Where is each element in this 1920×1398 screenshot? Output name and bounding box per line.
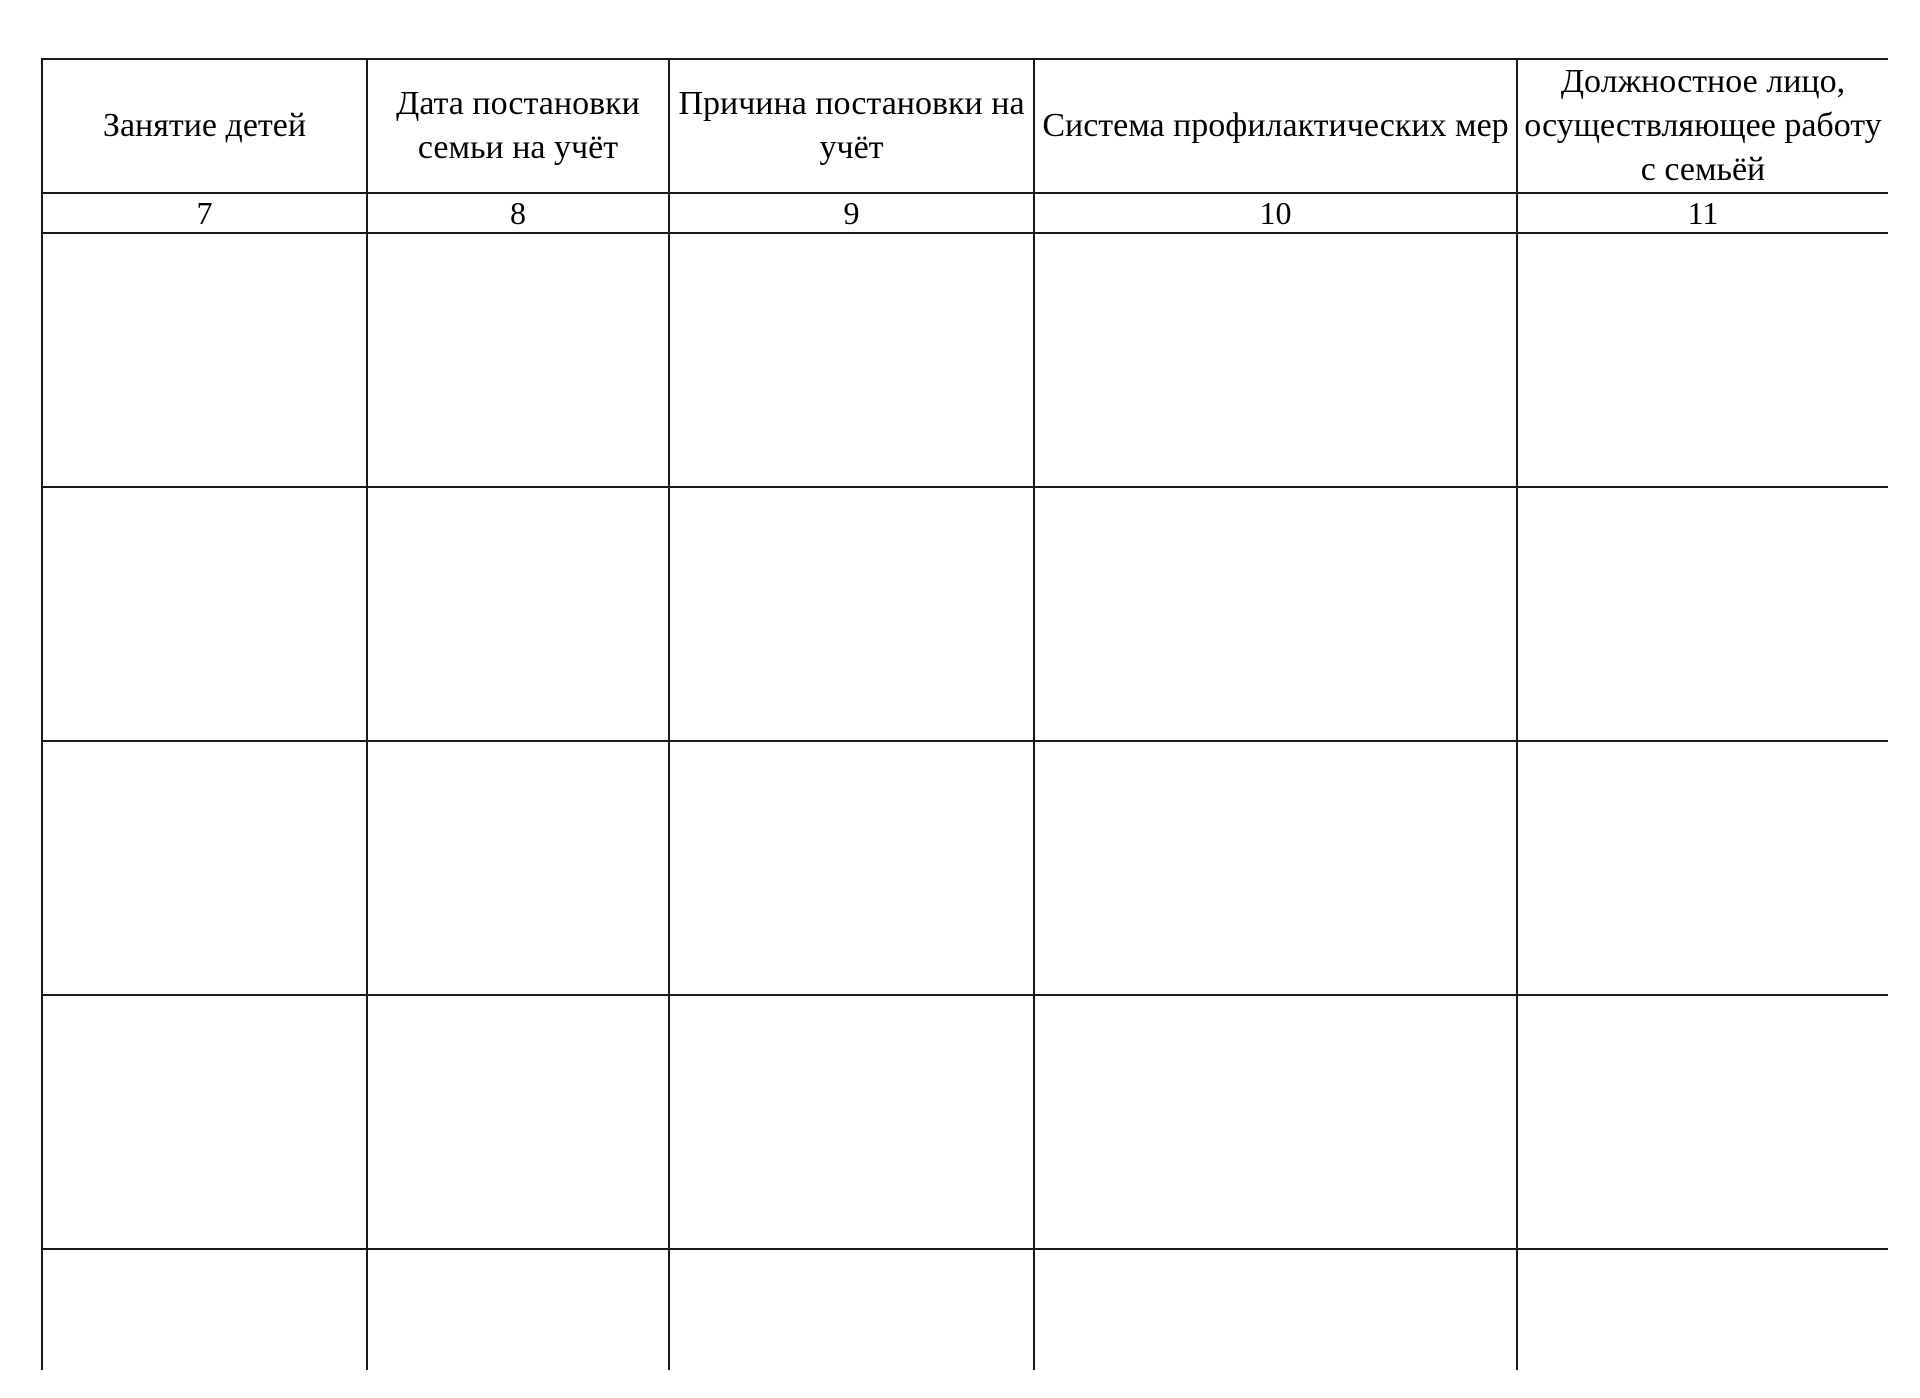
column-number: 11	[1517, 193, 1888, 233]
header-cell-registration-date: Дата постановки семьи на учёт	[367, 59, 669, 193]
table-cell[interactable]	[1517, 487, 1888, 741]
table-cell[interactable]	[1034, 233, 1517, 487]
table-cell[interactable]	[1517, 233, 1888, 487]
table-cell[interactable]	[367, 233, 669, 487]
table-cell[interactable]	[1517, 741, 1888, 995]
table-cell[interactable]	[42, 741, 367, 995]
header-cell-children-occupation: Занятие детей	[42, 59, 367, 193]
table-row	[42, 995, 1888, 1249]
table-cell[interactable]	[42, 487, 367, 741]
table-cell[interactable]	[42, 995, 367, 1249]
table-cell[interactable]	[669, 233, 1034, 487]
table-cell[interactable]	[669, 995, 1034, 1249]
table-cell[interactable]	[367, 1249, 669, 1370]
family-register-table	[41, 58, 1888, 1370]
table-cell[interactable]	[1034, 1249, 1517, 1370]
header-cell-registration-reason: Причина постановки на учёт	[669, 59, 1034, 193]
table-row	[42, 487, 1888, 741]
table-cell[interactable]	[367, 741, 669, 995]
table-row	[42, 741, 1888, 995]
header-cell-preventive-measures: Система профилактических мер	[1034, 59, 1517, 193]
table-cell[interactable]	[42, 1249, 367, 1370]
column-number-row	[42, 193, 1888, 233]
table-cell[interactable]	[1034, 487, 1517, 741]
table-cell[interactable]	[42, 233, 367, 487]
table-header-row	[42, 59, 1888, 193]
table-cell[interactable]	[669, 487, 1034, 741]
column-number: 7	[42, 193, 367, 233]
column-number: 8	[367, 193, 669, 233]
table-cell[interactable]	[1034, 741, 1517, 995]
table-cell[interactable]	[1034, 995, 1517, 1249]
table-cell[interactable]	[1517, 995, 1888, 1249]
header-cell-responsible-official: Должностное лицо, осуществляющее работу с семьёй	[1517, 59, 1888, 193]
table-cell[interactable]	[367, 487, 669, 741]
table-row	[42, 233, 1888, 487]
table-cell[interactable]	[1517, 1249, 1888, 1370]
table-row	[42, 1249, 1888, 1370]
table-cell[interactable]	[669, 741, 1034, 995]
column-number: 9	[669, 193, 1034, 233]
document-sheet	[41, 58, 1888, 1398]
column-number: 10	[1034, 193, 1517, 233]
table-cell[interactable]	[367, 995, 669, 1249]
table-cell[interactable]	[669, 1249, 1034, 1370]
